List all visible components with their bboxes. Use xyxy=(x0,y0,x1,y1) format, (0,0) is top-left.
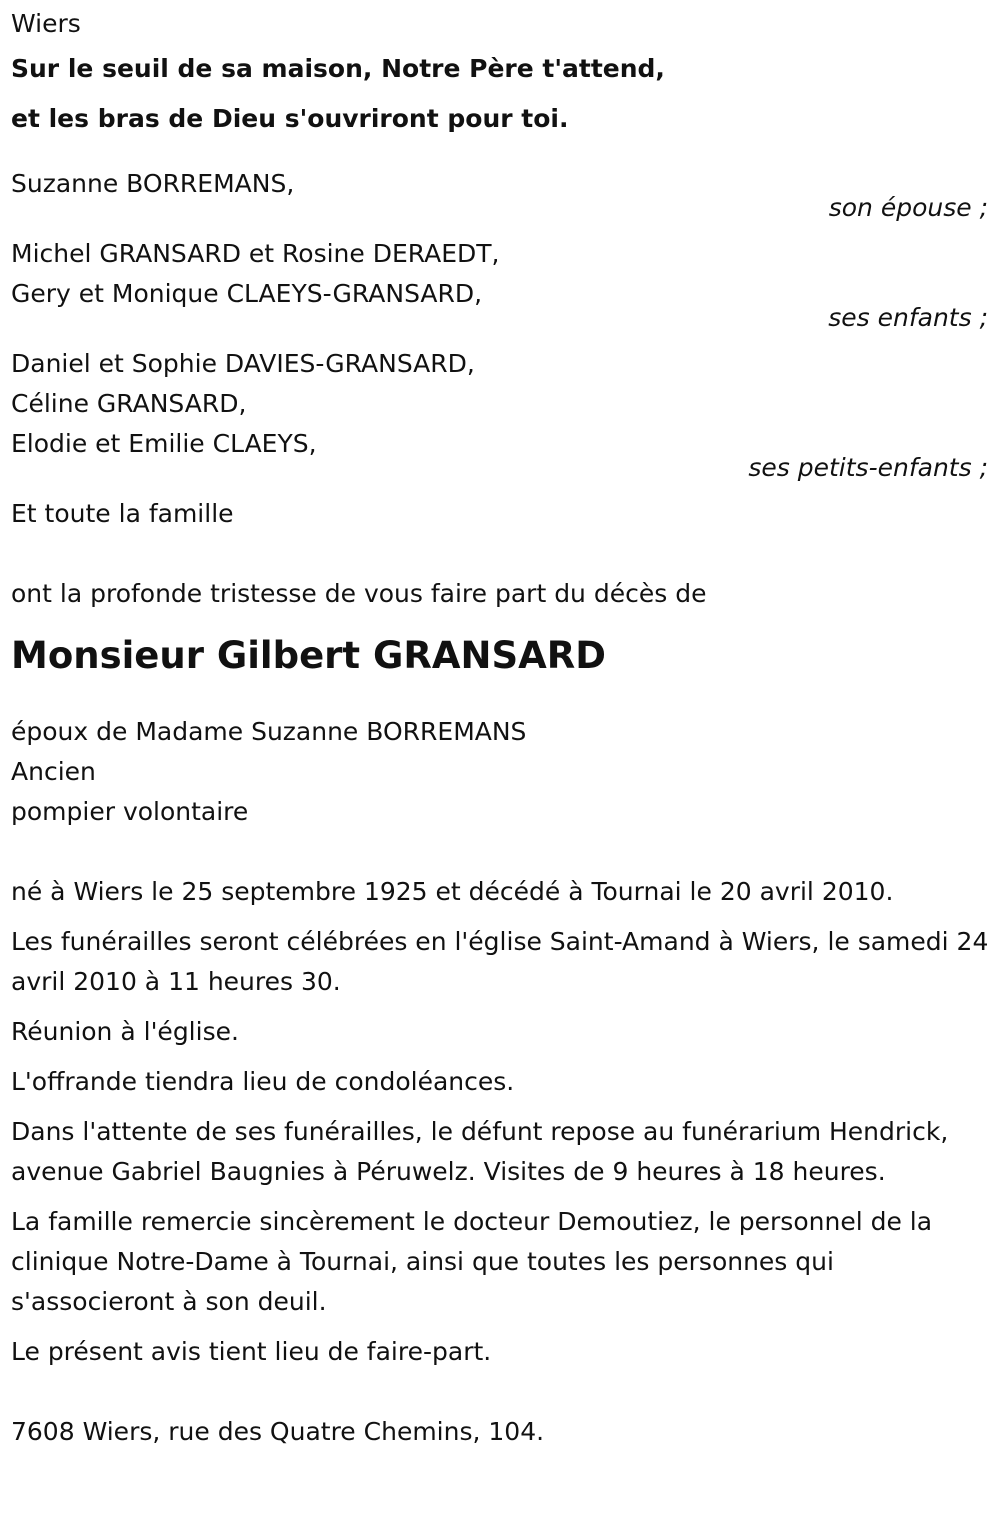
detail-former: Ancien xyxy=(11,757,96,786)
family-rest: Et toute la famille xyxy=(11,499,234,528)
child-1: Michel GRANSARD et Rosine DERAEDT, xyxy=(11,239,500,268)
paragraph-offering: L'offrande tiendra lieu de condoléances. xyxy=(11,1067,515,1096)
verse xyxy=(11,44,990,144)
deceased-name: Monsieur Gilbert GRANSARD xyxy=(11,634,606,677)
place-header: Wiers xyxy=(11,9,81,38)
grandchild-1: Daniel et Sophie DAVIES-GRANSARD, xyxy=(11,349,475,378)
child-2: Gery et Monique CLAEYS-GRANSARD, xyxy=(11,279,483,308)
family-list xyxy=(11,164,990,534)
grandchild-2: Céline GRANSARD, xyxy=(11,389,247,418)
children-role: ses enfants ; xyxy=(828,303,988,332)
grandchildren-role: ses petits-enfants ; xyxy=(748,453,988,482)
paragraph-birth-death: né à Wiers le 25 septembre 1925 et décédé à Tournai le 20 avril 2010. xyxy=(11,877,894,906)
paragraph-funerarium: Dans l'attente de ses funérailles, le défunt repose au funérarium Hendrick, avenue Gabriel Baugnies à Péruwelz. Visites de 9 heures à 18 heures. xyxy=(11,1117,949,1186)
announcement: ont la profonde tristesse de vous faire part du décès de xyxy=(11,579,707,608)
detail-occupation: pompier volontaire xyxy=(11,797,249,826)
verse-line-1: Sur le seuil de sa maison, Notre Père t'attend, xyxy=(11,54,665,83)
detail-spouse: époux de Madame Suzanne BORREMANS xyxy=(11,717,527,746)
notice-body xyxy=(11,872,990,1372)
paragraph-notice: Le présent avis tient lieu de faire-part. xyxy=(11,1337,492,1366)
paragraph-thanks: La famille remercie sincèrement le docteur Demoutiez, le personnel de la clinique Notre-Dame à Tournai, ainsi que toutes les personnes qui s'associeront à son deuil. xyxy=(11,1207,933,1316)
spouse-role: son épouse ; xyxy=(828,193,988,222)
address: 7608 Wiers, rue des Quatre Chemins, 104. xyxy=(11,1417,545,1446)
paragraph-meeting: Réunion à l'église. xyxy=(11,1017,239,1046)
grandchild-3: Elodie et Emilie CLAEYS, xyxy=(11,429,317,458)
paragraph-funeral: Les funérailles seront célébrées en l'église Saint-Amand à Wiers, le samedi 24 avril 2010 à 11 heures 30. xyxy=(11,927,989,996)
verse-line-2: et les bras de Dieu s'ouvriront pour toi. xyxy=(11,104,569,133)
spouse-name: Suzanne BORREMANS, xyxy=(11,169,295,198)
deceased-details xyxy=(11,712,990,832)
